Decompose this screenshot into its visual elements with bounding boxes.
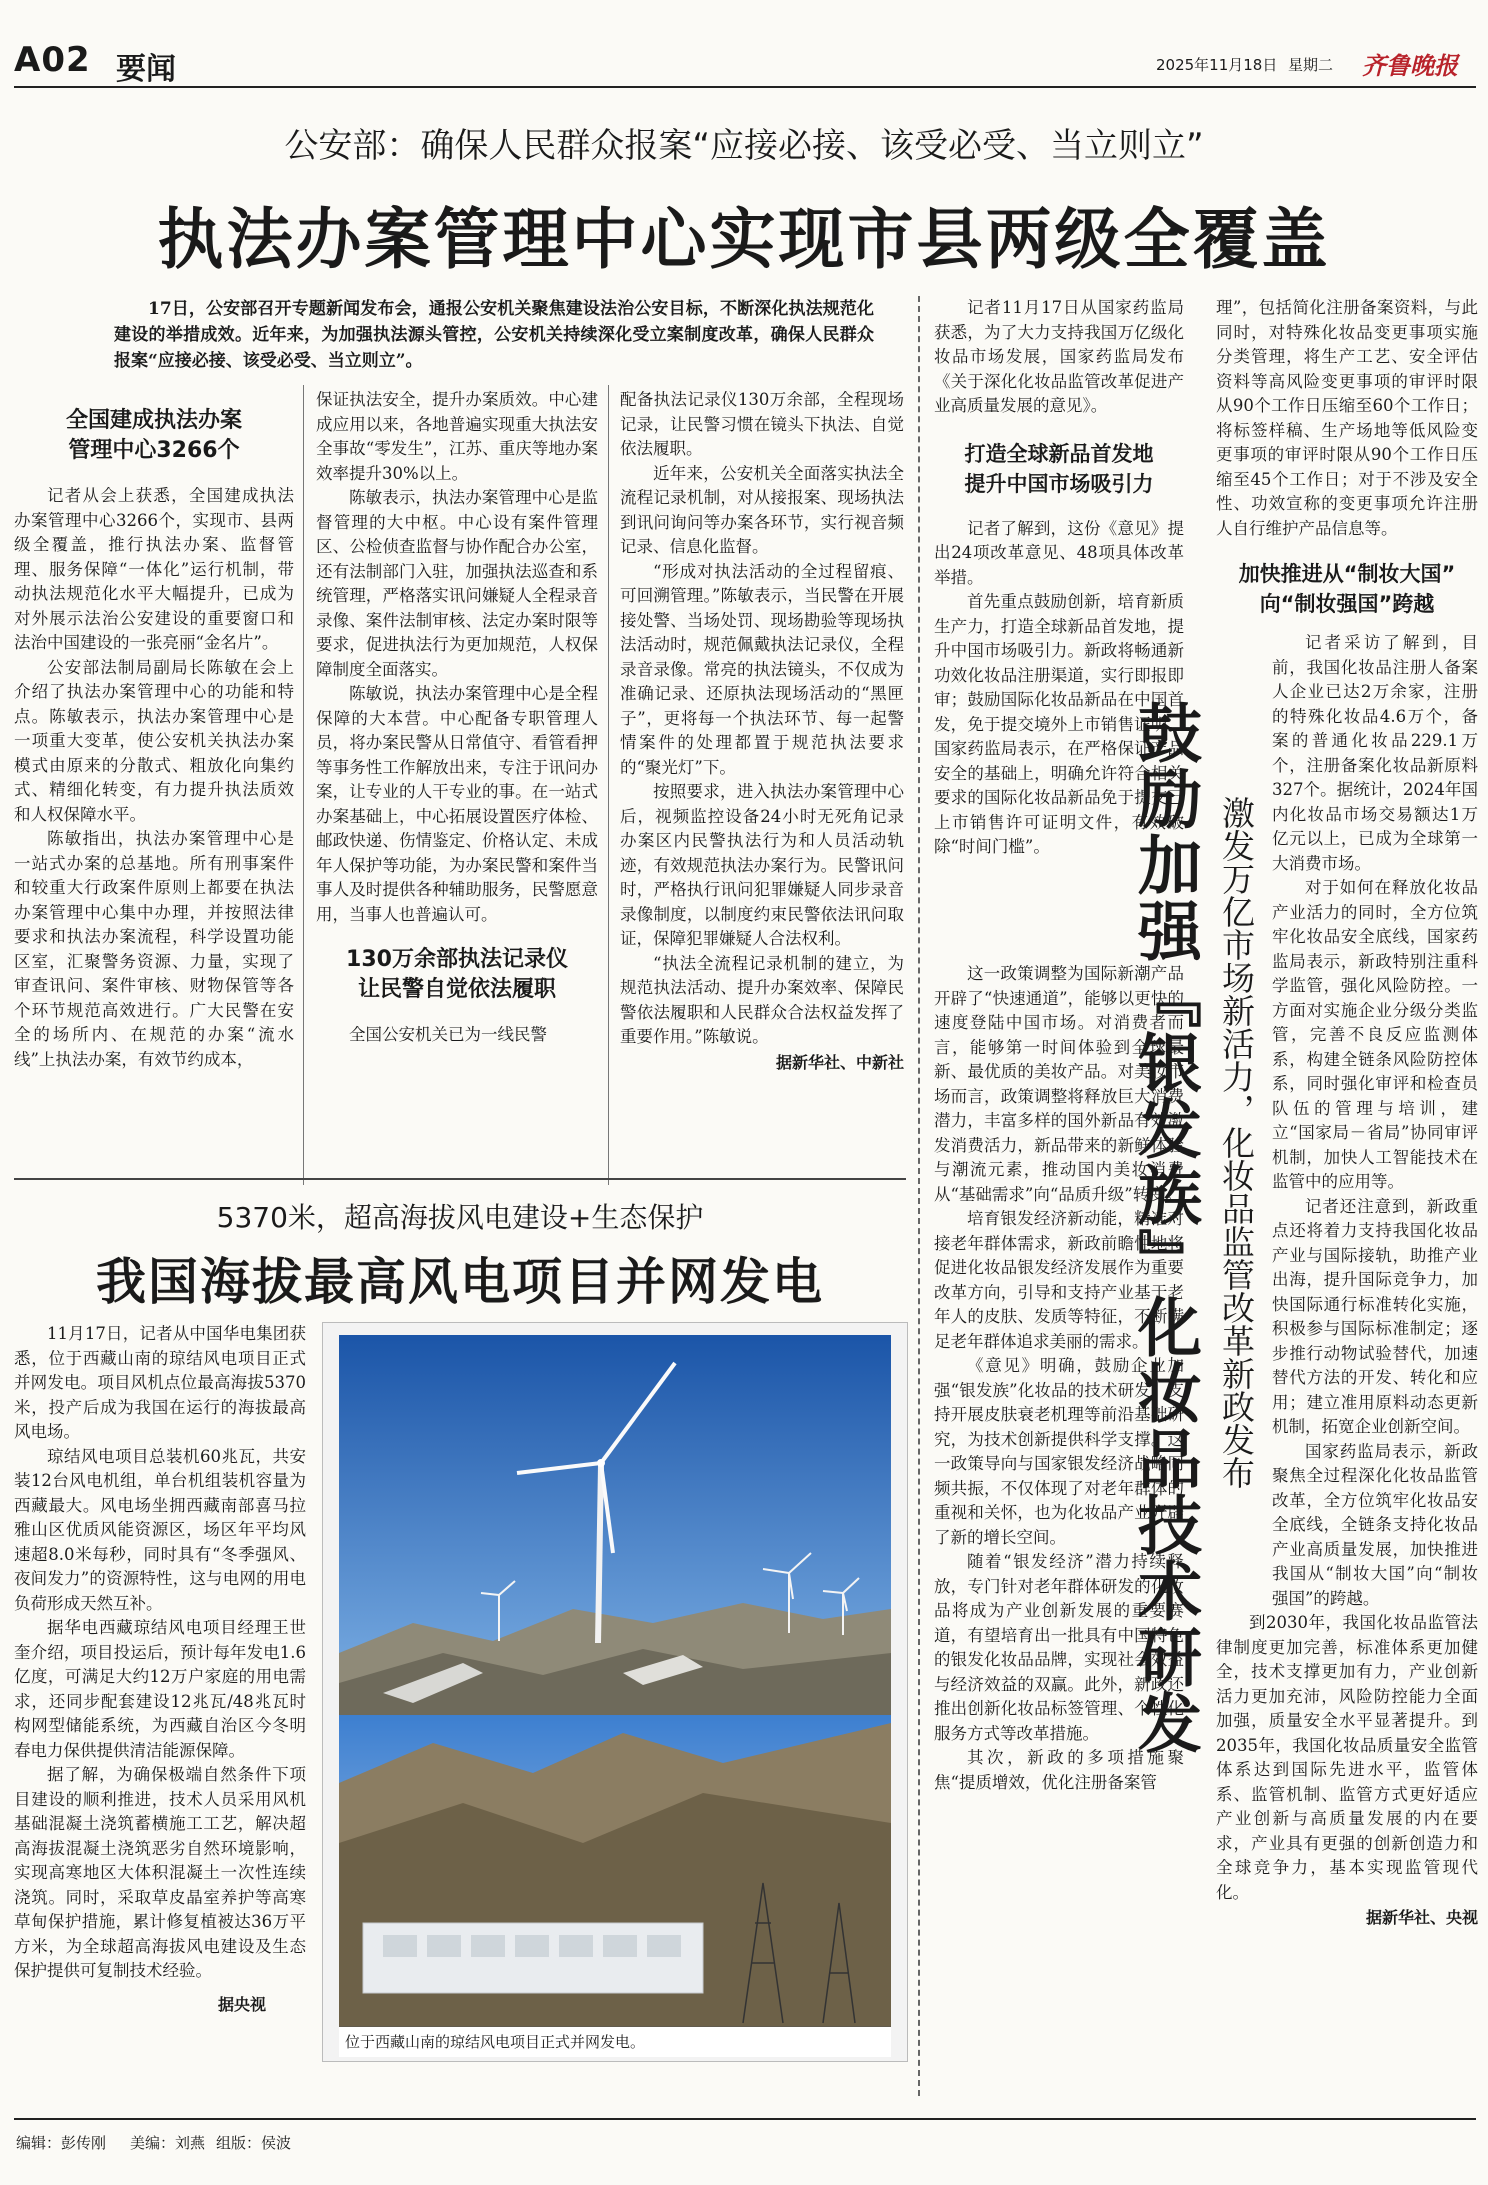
paragraph: 据华电西藏琼结风电项目经理王世奎介绍，项目投运后，预计每年发电1.6亿度，可满足大约12万户家庭的用电需求，还同步配套建设12兆瓦/48兆瓦时构网型储能系统，为西藏自治区今冬明春电力保供提供清洁能源保障。 bbox=[14, 1618, 306, 1760]
paragraph: 近年来，公安机关全面落实执法全流程记录机制，对从接报案、现场执法到讯问询问等办案各环节，实行视音频记录、信息化监督。 bbox=[620, 463, 904, 556]
story2-column bbox=[14, 1322, 306, 2015]
paragraph: 琼结风电项目总装机60兆瓦，共安装12台风电机组，单台机组装机容量为西藏最大。风电场坐拥西藏南部喜马拉雅山区优质风能资源区，场区年平均风速超8.0米每秒，同时具有“冬季强风、夜间发力”的资源特性，这与电网的用电负荷形成天然互补。 bbox=[14, 1446, 306, 1613]
paragraph: 按照要求，进入执法办案管理中心后，视频监控设备24小时无死角记录办案区内民警执法行为和人员活动轨迹，有效规范执法办案行为。民警讯问时，严格执行讯问犯罪嫌疑人同步录音录像制度，以制度约束民警依法讯问取证，保障犯罪嫌疑人合法权利。 bbox=[620, 782, 904, 948]
paragraph: 11月17日，记者从中国华电集团获悉，位于西藏山南的琼结风电项目正式并网发电。项目风机点位最高海拔5370米，投产后成为我国在运行的海拔最高风电场。 bbox=[14, 1324, 306, 1441]
column-rule bbox=[303, 385, 304, 1185]
footer-art: 美编：刘燕 bbox=[130, 2134, 206, 2152]
paragraph: 这一政策调整为国际新潮产品开辟了“快速通道”，能够以更快的速度登陆中国市场。对消费者而言，能够第一时间体验到全球最新、最优质的美妆产品。对美妆市场而言，政策调整将释放巨大消费潜力，丰富多样的国外新品有效激发消费活力，新品带来的新鲜体验与潮流元素，推动国内美妆消费从“基础需求”向“品质升级”转变。 bbox=[934, 964, 1184, 1204]
paragraph: 理”，包括简化注册备案资料，与此同时，对特殊化妆品变更事项实施分类管理，将生产工艺、安全评估资料等高风险变更事项的审评时限从90个工作日压缩至60个工作日；将标签样稿、生产场地等低风险变更事项的审评时限从90个工作日压缩至45个工作日；对于不涉及安全性、功效宣称的变更事项允许注册人自行维护产品信息等。 bbox=[1216, 298, 1478, 538]
paragraph: “形成对执法活动的全过程留痕、可回溯管理。”陈敏表示，当民警在开展接处警、当场处罚、现场勘验等现场执法活动时，规范佩戴执法记录仪，全程录音录像。常亮的执法镜头，不仅成为准确记录、还原执法现场活动的“黑匣子”，更将每一个执法环节、每一起警情案件的处理都置于规范执法要求的“聚光灯”下。 bbox=[620, 561, 904, 777]
story3-col2-end bbox=[1216, 1611, 1478, 1905]
story1-column-2 bbox=[316, 388, 598, 1048]
story3-subhead-2: 加快推进从“制妆大国” 向“制妆强国”跨越 bbox=[1238, 562, 1456, 616]
paragraph: 到2030年，我国化妆品监管法律制度更加完善，标准体系更加健全，技术支撑更加有力，产业创新活力更加充沛，风险防控能力全面加强，质量安全水平显著提升。到2035年，我国化妆品质量安全监管体系达到国际先进水平，监管体系、监管机制、监管方式更好适应产业创新与高质量发展的内在要求，产业具有更强的创新创造力和全球竞争力，基本实现监管现代化。 bbox=[1216, 1613, 1478, 1902]
wind-farm-illustration bbox=[323, 1323, 907, 2061]
paragraph: 国家药监局表示，新政聚焦全过程深化化妆品监管改革，全方位筑牢化妆品安全底线，全链条支持化妆品产业高质量发展，加快推进我国从“制妆大国”向“制妆强国”的跨越。 bbox=[1272, 1441, 1478, 1608]
paragraph: 记者从会上获悉，全国建成执法办案管理中心3266个，实现市、县两级全覆盖，推行执法办案、监督管理、服务保障“一体化”运行机制，带动执法规范化水平大幅提升，已成为对外展示法治公安建设的重要窗口和法治中国建设的一张亮丽“金名片”。 bbox=[14, 486, 294, 652]
story2-text bbox=[14, 1322, 306, 1984]
story2-credit: 据央视 bbox=[217, 1994, 266, 2014]
story1-col2-tail bbox=[316, 1023, 598, 1048]
photo-caption: 位于西藏山南的琼结风电项目正式并网发电。 bbox=[339, 2027, 891, 2057]
paragraph: 记者还注意到，新政重点还将着力支持我国化妆品产业与国际接轨，助推产业出海，提升国际竞争力，加快国际通行标准转化实施，积极参与国际标准制定；逐步推行动物试验替代，加速替代方法的开发、转化和应用；建立准用原料动态更新机制，拓宽企业创新空间。 bbox=[1272, 1196, 1478, 1436]
footer-layout: 组版：侯波 bbox=[216, 2134, 292, 2152]
story1-column-1 bbox=[14, 406, 294, 1072]
paragraph: 保证执法安全，提升办案质效。中心建成应用以来，各地普遍实现重大执法安全事故“零发生”，江苏、重庆等地办案效率提升30%以上。 bbox=[316, 390, 598, 483]
section-rule bbox=[14, 1178, 906, 1180]
paragraph: 记者11月17日从国家药监局获悉，为了大力支持我国万亿级化妆品市场发展，国家药监局发布《关于深化化妆品监管改革促进产业高质量发展的意见》。 bbox=[934, 298, 1184, 415]
footer-rule bbox=[14, 2118, 1476, 2120]
paragraph: 随着“银发经济”潜力持续释放，专门针对老年群体研发的化妆品将成为产业创新发展的重要赛道，有望培育出一批具有中国特色的银发化妆品品牌，实现社会效益与经济效益的双赢。此外，新政还推出创新化妆品标签管理、个性化服务方式等改革措施。 bbox=[934, 1552, 1184, 1743]
issue-date: 2025年11月18日 bbox=[1156, 56, 1278, 74]
story1-headline: 执法办案管理中心实现市县两级全覆盖 bbox=[157, 201, 1331, 278]
story3-subtitle: 激发万亿市场新活力，化妆品监管改革新政发布 bbox=[1217, 796, 1256, 1489]
story1-subhead-2: 130万余部执法记录仪 让民警自觉依法履职 bbox=[346, 947, 568, 1002]
story1-column-3 bbox=[620, 388, 904, 1073]
paragraph: 公安部法制局副局长陈敏在会上介绍了执法办案管理中心的功能和特点。陈敏表示，执法办案管理中心是一项重大变革，使公安机关执法办案模式由原来的分散式、粗放化向集约式、精细化转变，有力提升执法质效和人权保障水平。 bbox=[14, 657, 294, 824]
story2-headline: 我国海拔最高风电项目并网发电 bbox=[96, 1253, 824, 1311]
story3-credit: 据新华社、央视 bbox=[1365, 1908, 1478, 1927]
story1-lead: 17日，公安部召开专题新闻发布会，通报公安机关聚焦建设法治公安目标，不断深化执法规范化建设的举措成效。近年来，为加强执法源头管控，公安机关持续深化受立案制度改革，确保人民群众报案“应接必接、该受必受、当立则立”。 bbox=[114, 299, 874, 371]
page-number: A02 bbox=[14, 40, 91, 80]
paragraph: 记者了解到，这份《意见》提出24项改革意见、48项具体改革举措。 bbox=[934, 518, 1184, 587]
issue-weekday: 星期二 bbox=[1288, 56, 1334, 74]
header-rule bbox=[14, 86, 1476, 88]
paragraph: 陈敏表示，执法办案管理中心是监督管理的大中枢。中心设有案件管理区、公检侦查监督与协作配合办公室，还有法制部门入驻，加强执法巡查和系统管理，严格落实讯问嫌疑人全程录音录像、案件法制审核、法定办案时限等要求，促进执法行为更加规范，人权保障制度全面落实。 bbox=[316, 488, 598, 679]
story1-col3-text bbox=[620, 388, 904, 1050]
story3-column-2 bbox=[1216, 296, 1478, 1928]
paragraph: 其次，新政的多项措施聚焦“提质增效，优化注册备案管 bbox=[934, 1748, 1184, 1792]
paragraph: 据了解，为确保极端自然条件下项目建设的顺利推进，技术人员采用风机基础混凝土浇筑蓄横施工工艺，解决超高海拔混凝土浇筑恶劣自然环境影响，实现高寒地区大体积混凝土一次性连续浇筑。同时，采取草皮晶室养护等高寒草甸保护措施，累计修复植被达36万平方米，为全球超高海拔风电建设及生态保护提供可复制技术经验。 bbox=[14, 1765, 306, 1980]
story3-col2-top bbox=[1216, 296, 1478, 541]
wind-farm-photo bbox=[322, 1322, 908, 2062]
story1-col1-text bbox=[14, 484, 294, 1072]
section-name: 要闻 bbox=[116, 52, 176, 87]
footer-editor: 编辑：彭传刚 bbox=[16, 2134, 107, 2152]
story2-kicker: 5370米，超高海拔风电建设+生态保护 bbox=[216, 1201, 704, 1234]
paragraph: 对于如何在释放化妆品产业活力的同时，全方位筑牢化妆品安全底线，国家药监局表示，新政特别注重科学监管，强化风险防控。一方面对实施企业分级分类监管，完善不良反应监测体系，构建全链条风险防控体系，同时强化审评和检查员队伍的管理与培训，建立“国家局－省局”协同审评机制，加快人工智能技术在监管中的应用等。 bbox=[1272, 878, 1478, 1191]
story1-subhead-1: 全国建成执法办案 管理中心3266个 bbox=[65, 408, 242, 463]
paragraph: 首先重点鼓励创新，培育新质生产力，打造全球新品首发地，提升中国市场吸引力。新政将畅通新功效化妆品注册渠道，实行即报即审；鼓励国际化妆品新品在中国首发，免于提交境外上市销售证明。国家药监局表示，在严格保证产品安全的基础上，明确允许符合相关要求的国际化妆品新品免于提交已上市销售许可证明文件，有效破除“时间门槛”。 bbox=[934, 592, 1184, 856]
story1-kicker: 公安部：确保人民群众报案“应接必接、该受必受、当立则立” bbox=[284, 126, 1204, 166]
story3-intro bbox=[934, 296, 1184, 419]
paragraph: 陈敏说，执法办案管理中心是全程保障的大本营。中心配备专职管理人员，将办案民警从日常值守、看管看押等事务性工作解放出来，专注于讯问办案，让专业的人干专业的事。在一站式办案基础上，中心拓展设置医疗体检、邮政快递、伤情鉴定、价格认定、未成年人保护等功能，为办案民警和案件当事人及时提供各种辅助服务，民警愿意用，当事人也普遍认可。 bbox=[316, 684, 598, 924]
paragraph: 全国公安机关已为一线民警 bbox=[349, 1025, 547, 1044]
story1-credit: 据新华社、中新社 bbox=[775, 1052, 904, 1072]
paragraph: “执法全流程记录机制的建立，为规范执法活动、提升办案效率、保障民警依法履职和人民群众合法权益发挥了重要作用。”陈敏说。 bbox=[620, 953, 904, 1046]
paragraph: 培育银发经济新动能，精准对接老年群体需求，新政前瞻性地将促进化妆品银发经济发展作为重要改革方向，引导和支持产业基于老年人的皮肤、发质等特征，不断满足老年群体追求美丽的需求。 bbox=[934, 1209, 1184, 1351]
story1-col2-text bbox=[316, 388, 598, 927]
paragraph: 配备执法记录仪130万余部，全程现场记录，让民警习惯在镜头下执法、自觉依法履职。 bbox=[620, 390, 904, 458]
column-rule bbox=[918, 296, 920, 2096]
newspaper-logo: 齐鲁晚报 bbox=[1362, 51, 1458, 80]
story3-col2-bottom bbox=[1216, 631, 1478, 1611]
paragraph: 记者采访了解到，目前，我国化妆品注册人备案人企业已达2万余家，注册的特殊化妆品4.6万个，备案的普通化妆品229.1万个，注册备案化妆品新原料327个。据统计，2024年国内化妆品市场交易额达1万亿元以上，已成为全球第一大消费市场。 bbox=[1272, 633, 1478, 873]
story3-subhead-1: 打造全球新品首发地 提升中国市场吸引力 bbox=[964, 441, 1154, 496]
paragraph: 《意见》明确，鼓励企业加强“银发族”化妆品的技术研发，支持开展皮肤衰老机理等前沿基础研究，为技术创新提供科学支撑。这一政策导向与国家银发经济战略同频共振，不仅体现了对老年群体的重视和关怀，也为化妆品产业开辟了新的增长空间。 bbox=[934, 1356, 1184, 1547]
column-rule bbox=[608, 385, 609, 1185]
paragraph: 陈敏指出，执法办案管理中心是一站式办案的总基地。所有刑事案件和较重大行政案件原则上都要在执法办案管理中心集中办理，并按照法律要求和执法办案流程，科学设置功能区室，汇聚警务资源、力量，实现了审查讯问、案件审核、财物保管等各个环节规范高效进行。广大民警在安全的场所内、在规范的办案“流水线”上执法办案，有效节约成本， bbox=[14, 829, 294, 1069]
story3-headline: 鼓励加强『银发族』化妆品技术研发 bbox=[1127, 700, 1201, 1756]
